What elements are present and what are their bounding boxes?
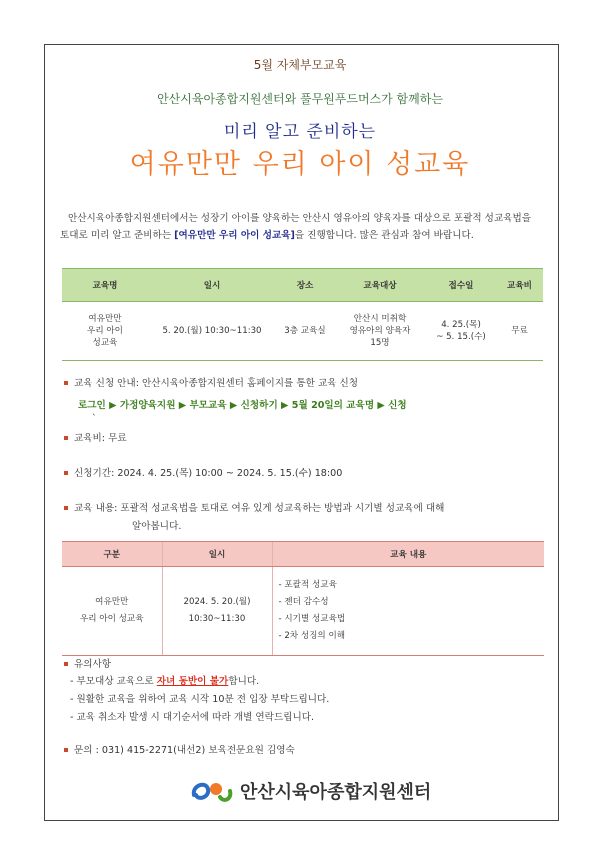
content-info-cont: 알아봅니다. [132,521,182,532]
page-title: 여유만만 우리 아이 성교육 [129,149,471,180]
education-table [62,268,543,361]
cell-datetime: 5. 20.(월) 10:30~11:30 [148,302,276,361]
period-info: 신청기간: 2024. 4. 25.(목) 10:00 ~ 2024. 5. 15.(수) 18:00 [64,465,342,482]
bullet-icon [64,748,68,752]
col-header-category: 구분 [62,542,162,567]
apply-path: 로그인 ▶ 가정양육지원 ▶ 부모교육 ▶ 신청하기 ▶ 5월 20일의 교육명 ▶ 신청 [78,400,407,411]
list-item: - 시기별 성교육법 [278,614,346,624]
table-row: 여유만만 우리 아이 성교육 2024. 5. 20.(월) 10:30~11:30 - 포괄적 성교육 - 젠더 감수성 - 시기별 성교육법 - 2차 성징의 이해 [62,567,544,656]
col-header-period: 접수일 [426,269,496,302]
note-3: - 교육 취소자 발생 시 대기순서에 따라 개별 연락드립니다. [70,712,315,723]
co-host-line: 안산시육아종합지원센터와 풀무원푸드머스가 함께하는 [157,92,443,106]
bullet-icon [64,471,68,475]
cell-fee: 무료 [496,302,543,361]
apply-info: 교육 신청 안내: 안산시육아종합지원센터 홈페이지를 통한 교육 신청 [64,375,358,392]
contact-info: 문의 : 031) 415-2271(내선2) 보육전문요원 김영숙 [64,742,295,759]
bullet-icon [64,506,68,510]
tick-mark: ` [92,414,97,424]
list-item: - 포괄적 성교육 [278,580,337,590]
bullet-icon [64,381,68,385]
col-header-name: 교육명 [62,269,148,302]
cell-place: 3층 교육실 [276,302,334,361]
event-month-label: 5월 자체부모교육 [253,58,347,72]
subtitle: 미리 알고 준비하는 [223,122,377,142]
center-logo [190,776,431,806]
list-item: - 2차 성징의 이해 [278,631,346,641]
logo-mark-icon [190,777,234,805]
list-item: - 젠더 감수성 [278,597,329,607]
note-2: - 원활한 교육을 위하여 교육 시작 10분 전 입장 부탁드립니다. [70,694,330,705]
bullet-icon [64,662,68,666]
content-table [62,541,544,656]
notes-title: 유의사항 [64,656,111,673]
content-info: 교육 내용: 포괄적 성교육법을 토대로 여유 있게 성교육하는 방법과 시기별 성교육에 대해 [64,500,444,517]
col-header-place: 장소 [276,269,334,302]
fee-info: 교육비: 무료 [64,430,127,447]
col-header-date: 일시 [162,542,272,567]
intro-paragraph: 안산시육아종합지원센터에서는 성장기 아이를 양육하는 안산시 영유아의 양육자를 대상으로 포괄적 성교육법을 토대로 미리 알고 준비하는 [여유만만 우리 아이 성교육]을 진행합니다. 많은 관심과 참여 바랍니다. [60,213,532,241]
col-header-content: 교육 내용 [272,542,544,567]
col-header-datetime: 일시 [148,269,276,302]
table-row: 여유만만 우리 아이 성교육 5. 20.(월) 10:30~11:30 3층 교육실 안산시 미취학 영유아의 양육자 15명 4. 25.(목) ~ 5. 15.(수) 무료 [62,302,543,361]
note-1: - 부모대상 교육으로 자녀 동반이 불가합니다. [70,676,260,687]
col-header-fee: 교육비 [496,269,543,302]
col-header-target: 교육대상 [334,269,426,302]
logo-text: 안산시육아종합지원센터 [240,782,432,803]
intro-highlight: [여유만만 우리 아이 성교육] [174,230,295,241]
bullet-icon [64,436,68,440]
